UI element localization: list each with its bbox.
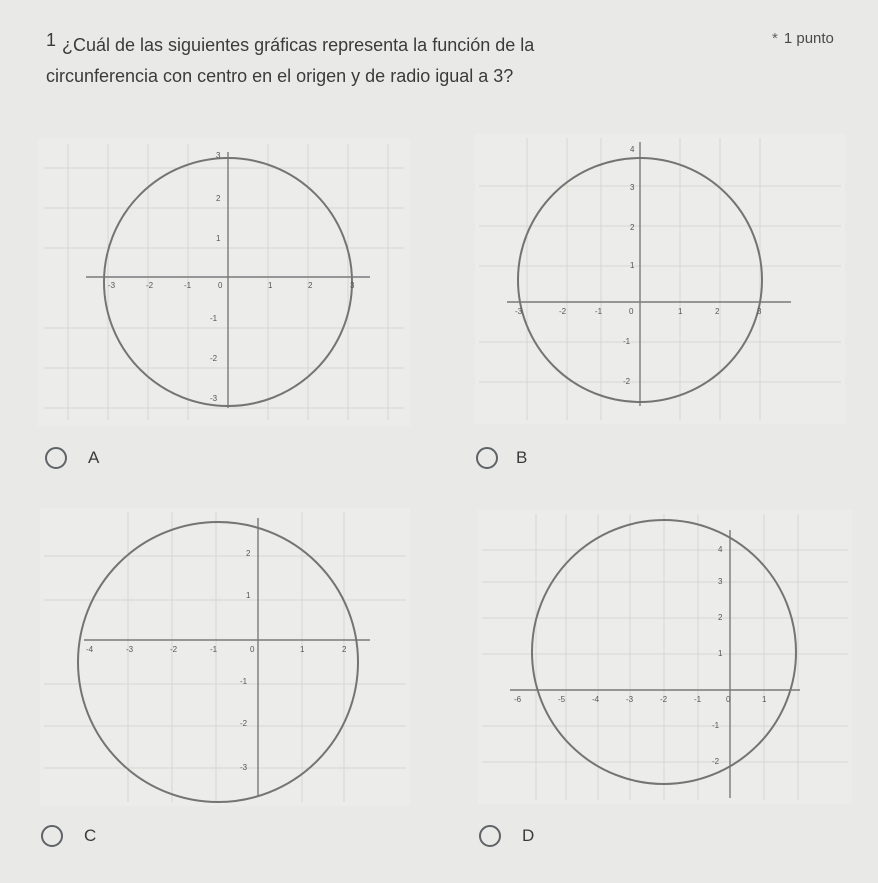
tick-c-x-0: 0 xyxy=(250,645,255,654)
graph-b-x-ticks xyxy=(515,307,762,316)
graph-d xyxy=(478,510,852,804)
tick-b-x-1: 1 xyxy=(678,307,683,316)
required-mark: * xyxy=(772,30,778,47)
option-a-image xyxy=(38,138,410,426)
question-line-2: circunferencia con centro en el origen y de radio igual a 3? xyxy=(46,66,514,86)
option-b-image xyxy=(475,134,845,424)
tick-c-y-m1: -1 xyxy=(240,677,248,686)
tick-c-y-m2: -2 xyxy=(240,719,248,728)
tick-b-y-2: 2 xyxy=(630,223,635,232)
tick-a-x-2: 2 xyxy=(308,281,313,290)
tick-c-x-2: 2 xyxy=(342,645,347,654)
tick-b-y-1: 1 xyxy=(630,261,635,270)
tick-a-x-m3: -3 xyxy=(108,281,116,290)
tick-a-y-3: 3 xyxy=(216,151,221,160)
tick-b-x-m2: -2 xyxy=(559,307,567,316)
question-points xyxy=(772,30,834,47)
tick-b-x-m3: -3 xyxy=(515,307,523,316)
tick-b-y-m1: -1 xyxy=(623,337,631,346)
tick-a-x-1: 1 xyxy=(268,281,273,290)
option-b-radio[interactable] xyxy=(476,447,498,469)
tick-b-y-m2: -2 xyxy=(623,377,631,386)
tick-d-x-m3: -3 xyxy=(626,695,634,704)
graph-d-grid xyxy=(482,514,848,800)
question-line-1: ¿Cuál de las siguientes gráficas representa la función de la xyxy=(62,35,535,55)
tick-c-x-m4: -4 xyxy=(86,645,94,654)
graph-c-x-ticks xyxy=(86,645,347,654)
option-d-label[interactable]: D xyxy=(522,826,535,845)
tick-d-x-m4: -4 xyxy=(592,695,600,704)
tick-c-y-m3: -3 xyxy=(240,763,248,772)
tick-c-x-m3: -3 xyxy=(126,645,134,654)
option-b-label[interactable]: B xyxy=(516,448,528,467)
option-c-image xyxy=(40,508,410,806)
tick-a-y-2: 2 xyxy=(216,194,221,203)
tick-a-y-m2: -2 xyxy=(210,354,218,363)
graph-c-y-ticks xyxy=(240,549,251,772)
tick-b-y-4: 4 xyxy=(630,145,635,154)
tick-d-x-m5: -5 xyxy=(558,695,566,704)
tick-a-y-m1: -1 xyxy=(210,314,218,323)
question-text xyxy=(46,30,702,92)
tick-d-x-1: 1 xyxy=(762,695,767,704)
graph-c xyxy=(40,508,410,806)
tick-a-x-m1: -1 xyxy=(184,281,192,290)
graph-c-grid xyxy=(44,512,406,802)
tick-c-y-1: 1 xyxy=(246,591,251,600)
tick-b-x-0: 0 xyxy=(629,307,634,316)
tick-b-x-3: 3 xyxy=(757,307,762,316)
option-d-radio[interactable] xyxy=(479,825,501,847)
graph-a xyxy=(38,138,410,426)
tick-d-x-m1: -1 xyxy=(694,695,702,704)
tick-a-x-3: 3 xyxy=(350,281,355,290)
question-number: 1 xyxy=(46,30,57,50)
graph-d-x-ticks xyxy=(514,695,767,704)
tick-c-y-2: 2 xyxy=(246,549,251,558)
option-a-label[interactable]: A xyxy=(88,448,100,467)
tick-a-y-m3: -3 xyxy=(210,394,218,403)
tick-d-y-1: 1 xyxy=(718,649,723,658)
tick-a-x-0: 0 xyxy=(218,281,223,290)
option-c-radio[interactable] xyxy=(41,825,63,847)
tick-d-x-m6: -6 xyxy=(514,695,522,704)
graph-d-y-ticks xyxy=(712,545,723,766)
points-value: 1 punto xyxy=(783,30,834,47)
tick-d-y-4: 4 xyxy=(718,545,723,554)
tick-b-x-2: 2 xyxy=(715,307,720,316)
tick-d-y-m2: -2 xyxy=(712,757,720,766)
tick-b-x-m1: -1 xyxy=(595,307,603,316)
option-c-label[interactable]: C xyxy=(84,826,97,845)
tick-b-y-3: 3 xyxy=(630,183,635,192)
tick-a-y-1: 1 xyxy=(216,234,221,243)
option-a-radio[interactable] xyxy=(45,447,67,469)
tick-a-x-m2: -2 xyxy=(146,281,154,290)
graph-b-grid xyxy=(479,138,841,420)
tick-d-y-3: 3 xyxy=(718,577,723,586)
tick-c-x-1: 1 xyxy=(300,645,305,654)
tick-c-x-m2: -2 xyxy=(170,645,178,654)
graph-b xyxy=(475,134,845,424)
graph-a-x-ticks xyxy=(108,281,355,290)
tick-d-y-m1: -1 xyxy=(712,721,720,730)
graph-c-circle xyxy=(78,522,358,802)
tick-d-y-2: 2 xyxy=(718,613,723,622)
option-d-image xyxy=(478,510,852,804)
tick-d-x-0: 0 xyxy=(726,695,731,704)
tick-d-x-m2: -2 xyxy=(660,695,668,704)
tick-c-x-m1: -1 xyxy=(210,645,218,654)
